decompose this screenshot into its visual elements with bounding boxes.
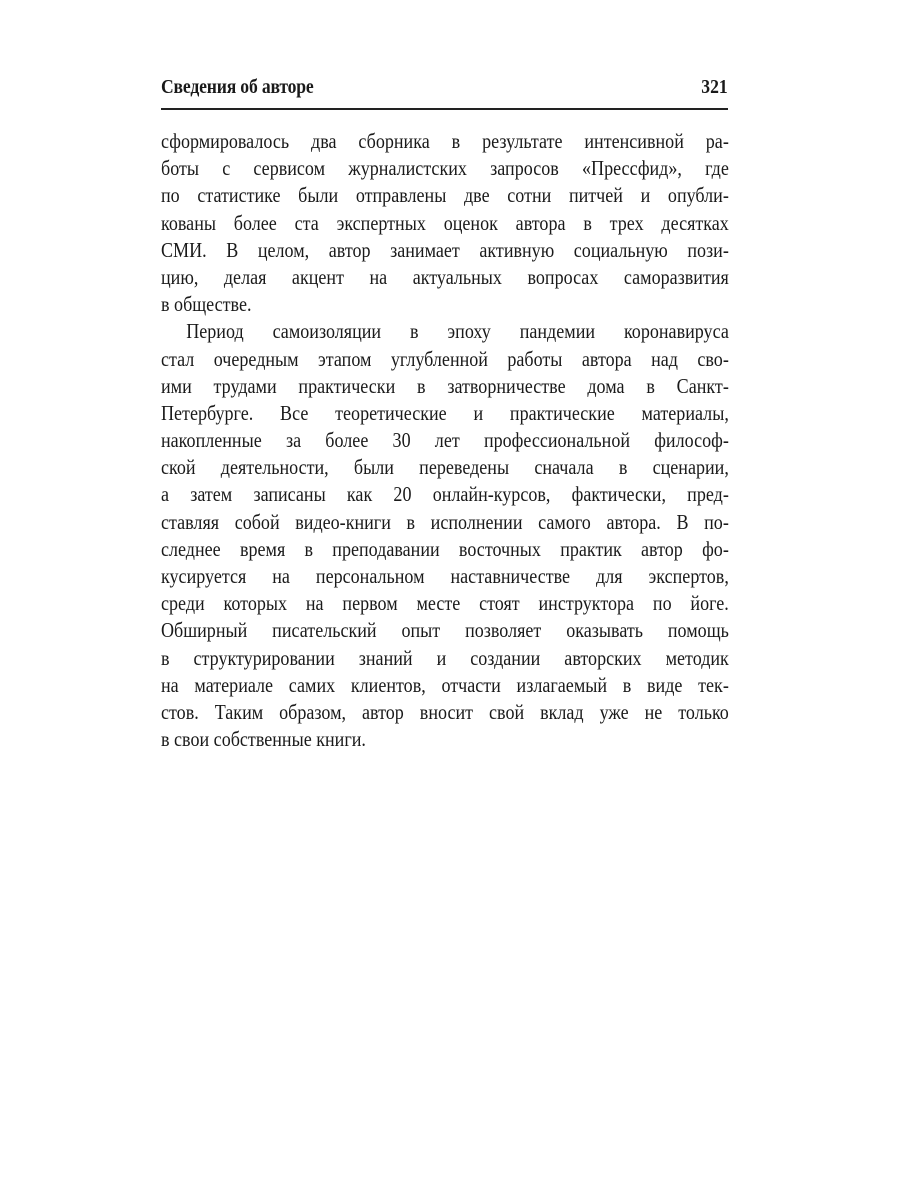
text-line: среди которых на первом месте стоят инструктора по йоге.: [161, 591, 729, 616]
page-number: 321: [701, 76, 728, 98]
text-line: ставляя собой видео-книги в исполнении самого автора. В по-: [161, 509, 729, 534]
text-line: цию, делая акцент на актуальных вопросах саморазвития: [161, 264, 729, 289]
text-line: Период самоизоляции в эпоху пандемии коронавируса: [186, 319, 729, 344]
text-line: в структурировании знаний и создании авторских методик: [161, 645, 729, 670]
paragraph-2: [161, 318, 729, 753]
text-line: следнее время в преподавании восточных практик автор фо-: [161, 536, 729, 561]
header-rule: [161, 108, 728, 110]
text-line: стов. Таким образом, автор вносит свой вклад уже не только: [161, 699, 729, 724]
text-line: в свои собственные книги.: [161, 727, 366, 752]
text-line: по статистике были отправлены две сотни питчей и опубли-: [161, 183, 729, 208]
text-line: боты с сервисом журналистских запросов «Прессфид», где: [161, 156, 729, 181]
running-head: [161, 74, 728, 106]
text-line: накопленные за более 30 лет профессиональной философ-: [161, 428, 729, 453]
text-line: в обществе.: [161, 292, 252, 317]
text-line: стал очередным этапом углубленной работы автора над сво-: [161, 346, 729, 371]
paragraph-1: [161, 128, 729, 318]
text-line: Обширный писательский опыт позволяет оказывать помощь: [161, 618, 729, 643]
text-line: Петербурге. Все теоретические и практические материалы,: [161, 400, 729, 425]
text-line: сформировалось два сборника в результате интенсивной ра-: [161, 129, 729, 153]
text-line: СМИ. В целом, автор занимает активную социальную пози-: [161, 237, 729, 262]
text-line: ими трудами практически в затворничестве дома в Санкт-: [161, 373, 729, 398]
text-line: а затем записаны как 20 онлайн-курсов, фактически, пред-: [161, 482, 729, 507]
text-line: кусируется на персональном наставничестве для экспертов,: [161, 564, 729, 588]
text-line: на материале самих клиентов, отчасти излагаемый в виде тек-: [161, 672, 729, 697]
text-line: ской деятельности, были переведены сначала в сценарии,: [161, 455, 729, 480]
text-line: кованы более ста экспертных оценок автора в трех десятках: [161, 210, 729, 235]
body-text: [161, 128, 729, 753]
running-head-title: Сведения об авторе: [161, 76, 314, 98]
